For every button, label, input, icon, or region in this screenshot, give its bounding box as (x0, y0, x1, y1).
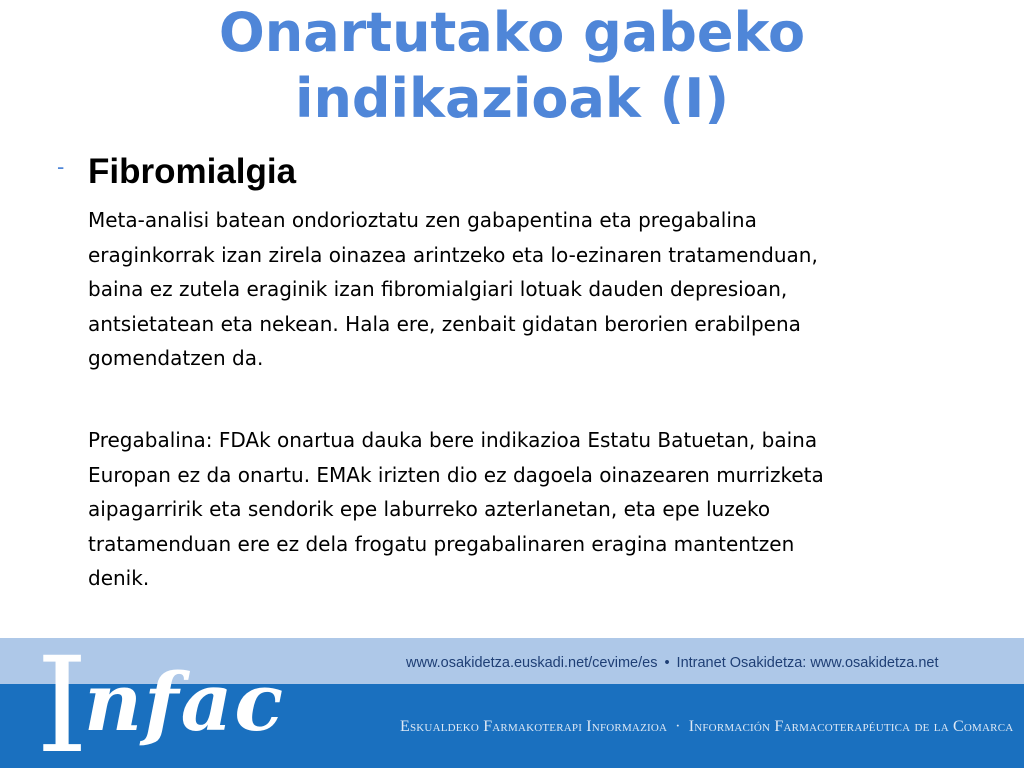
infac-logo-initial: I (36, 629, 89, 783)
paragraph-2-line: Europan ez da onartu. EMAk irizten dio ez dagoela oinazearen murrizketa (88, 462, 824, 487)
slide-title-line-1: Onartutako gabeko (218, 1, 806, 64)
paragraph-2-line: aipagarririk eta sendorik epe laburreko azterlanetan, eta epe luzeko (88, 497, 771, 521)
paragraph-2-line: denik. (88, 566, 150, 590)
footer-link-separator: • (664, 655, 670, 671)
slide-title-line-2: indikazioak (I) (294, 67, 730, 130)
paragraph-1-line: eraginkorrak izan zirela oinazea arintzeko eta lo-ezinaren tratamenduan, (88, 242, 818, 267)
footer-tagline-separator: · (675, 718, 681, 735)
footer-tagline-es: Información Farmacoterapéutica de la Comarca (688, 718, 1014, 735)
footer-link-cevime[interactable]: www.osakidetza.euskadi.net/cevime/es (406, 655, 658, 671)
paragraph-1 (88, 203, 988, 376)
paragraph-1-line: baina ez zutela eraginik izan fibromialgiari lotuak dauden depresioan, (88, 277, 788, 301)
footer-link-intranet[interactable]: Intranet Osakidetza: www.osakidetza.net (676, 655, 939, 671)
paragraph-2-line: Pregabalina: FDAk onartua dauka bere indikazioa Estatu Batuetan, baina (88, 428, 818, 452)
paragraph-1-line: antsietatean eta nekean. Hala ere, zenbait gidatan berorien erabilpena (88, 311, 801, 336)
paragraph-1-line: gomendatzen da. (88, 346, 264, 370)
footer-tagline-eu: Eskualdeko Farmakoterapi Informazioa (400, 718, 668, 735)
paragraph-2 (88, 423, 988, 596)
infac-logo-rest: nfac (84, 655, 286, 749)
slide-title (0, 0, 1024, 132)
footer-links (406, 653, 939, 673)
bullet-heading: Fibromialgia (88, 152, 297, 191)
footer-banner (0, 629, 1024, 783)
paragraph-1-line: Meta-analisi batean ondorioztatu zen gabapentina eta pregabalina (88, 208, 757, 232)
infac-logo (36, 629, 336, 783)
footer-tagline (400, 716, 1013, 738)
paragraph-2-line: tratamenduan ere ez dela frogatu pregabalinaren eragina mantentzen (88, 531, 795, 556)
bullet-marker: - (57, 154, 65, 179)
